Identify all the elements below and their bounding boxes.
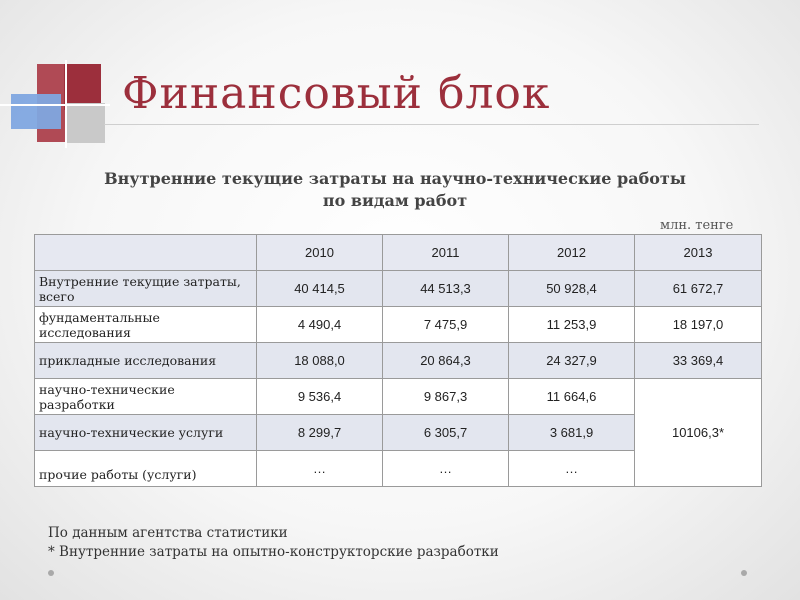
cell-value: 44 513,3 — [383, 271, 509, 307]
decor-grey-square — [67, 103, 105, 143]
cell-value: 11 253,9 — [509, 307, 635, 343]
cell-value: 20 864,3 — [383, 343, 509, 379]
cell-value: 50 928,4 — [509, 271, 635, 307]
source-note: По данным агентства статистики — [48, 525, 288, 541]
cell-value: 3 681,9 — [509, 415, 635, 451]
table-caption — [60, 168, 730, 212]
page-title: Финансовый блок — [122, 68, 551, 119]
cell-value: 33 369,4 — [635, 343, 762, 379]
unit-label: млн. тенге — [660, 218, 734, 233]
cell-value: 40 414,5 — [257, 271, 383, 307]
row-label: прочие работы (услуги) — [35, 451, 257, 487]
decor-dot-right — [741, 570, 747, 576]
decor-blue-square — [11, 94, 61, 129]
header-cell-empty — [35, 235, 257, 271]
header-cell-2013: 2013 — [635, 235, 762, 271]
cell-value: 8 299,7 — [257, 415, 383, 451]
notes — [48, 524, 499, 562]
header-cell-2012: 2012 — [509, 235, 635, 271]
table-header-row — [35, 235, 762, 271]
merged-2013-cell: 10106,3* — [635, 379, 762, 487]
row-label: фундаментальные исследования — [35, 307, 257, 343]
cell-value: 6 305,7 — [383, 415, 509, 451]
table-row — [35, 271, 762, 307]
cell-value: 7 475,9 — [383, 307, 509, 343]
table-row — [35, 343, 762, 379]
cell-value: 18 197,0 — [635, 307, 762, 343]
cell-value: … — [383, 451, 509, 487]
header-cell-2010: 2010 — [257, 235, 383, 271]
cell-value: 9 536,4 — [257, 379, 383, 415]
cell-value: 11 664,6 — [509, 379, 635, 415]
cell-value: … — [509, 451, 635, 487]
cell-value: … — [257, 451, 383, 487]
costs-table — [34, 234, 762, 487]
footnote: * Внутренние затраты на опытно-конструкторские разработки — [48, 544, 499, 560]
row-label: научно-технические услуги — [35, 415, 257, 451]
cell-value: 61 672,7 — [635, 271, 762, 307]
title-rule — [104, 124, 759, 125]
row-label: Внутренние текущие затраты, всего — [35, 271, 257, 307]
table-caption-line2: по видам работ — [322, 191, 468, 210]
row-label: прикладные исследования — [35, 343, 257, 379]
decor-dot-left — [48, 570, 54, 576]
cell-value: 24 327,9 — [509, 343, 635, 379]
cell-value: 4 490,4 — [257, 307, 383, 343]
table-caption-line1: Внутренние текущие затраты на научно-технические работы — [104, 169, 686, 188]
table-row — [35, 307, 762, 343]
cell-value: 18 088,0 — [257, 343, 383, 379]
header-cell-2011: 2011 — [383, 235, 509, 271]
decor-divider-horizontal — [0, 104, 110, 106]
table-row — [35, 379, 762, 415]
row-label: научно-технические разработки — [35, 379, 257, 415]
cell-value: 9 867,3 — [383, 379, 509, 415]
